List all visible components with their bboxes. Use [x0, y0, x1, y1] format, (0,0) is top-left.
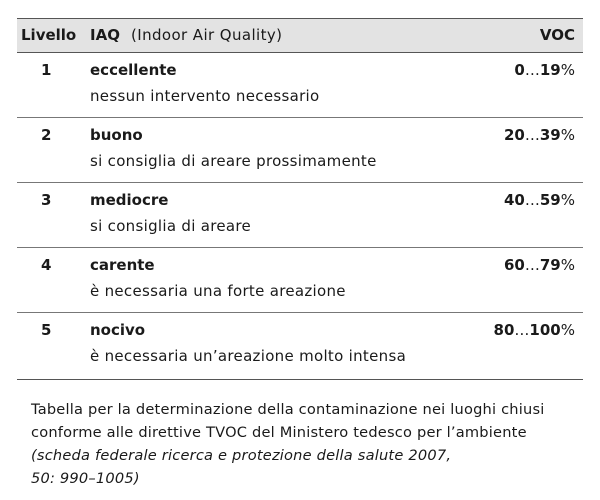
row-description: nessun intervento necessario	[90, 87, 320, 105]
row-voc-range: 0…19%	[514, 61, 575, 79]
table-caption	[31, 398, 591, 490]
row-description: è necessaria un’areazione molto intensa	[90, 347, 407, 365]
table-row	[17, 183, 583, 248]
row-voc-range: 20…39%	[503, 126, 575, 144]
row-voc-range: 40…59%	[503, 191, 575, 209]
row-voc-range: 80…100%	[493, 321, 575, 339]
caption-source-line-1: (scheda federale ricerca e protezione della salute 2007,	[31, 447, 452, 464]
row-voc-range: 60…79%	[503, 256, 575, 274]
caption-line-1: Tabella per la determinazione della contaminazione nei luoghi chiusi	[31, 401, 545, 418]
table-row	[17, 248, 583, 313]
row-level: 1	[41, 61, 52, 79]
row-level: 5	[41, 321, 52, 339]
row-rating: nocivo	[90, 321, 146, 339]
iaq-table	[17, 18, 583, 380]
row-rating: mediocre	[90, 191, 169, 209]
row-description: si consiglia di areare	[90, 217, 252, 235]
row-description: si consiglia di areare prossimamente	[90, 152, 377, 170]
row-rating: eccellente	[90, 61, 177, 79]
row-level: 2	[41, 126, 52, 144]
row-level: 4	[41, 256, 52, 274]
row-rating: carente	[90, 256, 155, 274]
header-iaq-subtitle: (Indoor Air Quality)	[131, 26, 283, 44]
header-voc: VOC	[539, 26, 575, 44]
row-rating: buono	[90, 126, 143, 144]
table-header	[17, 18, 583, 53]
row-description: è necessaria una forte areazione	[90, 282, 346, 300]
row-level: 3	[41, 191, 52, 209]
table-row	[17, 53, 583, 118]
header-iaq: IAQ	[90, 26, 120, 44]
table-row	[17, 313, 583, 380]
caption-line-2: conforme alle direttive TVOC del Ministero tedesco per l’ambiente	[31, 424, 527, 441]
header-level: Livello	[21, 26, 77, 44]
table-row	[17, 118, 583, 183]
caption-source-line-2: 50: 990–1005)	[31, 470, 140, 487]
